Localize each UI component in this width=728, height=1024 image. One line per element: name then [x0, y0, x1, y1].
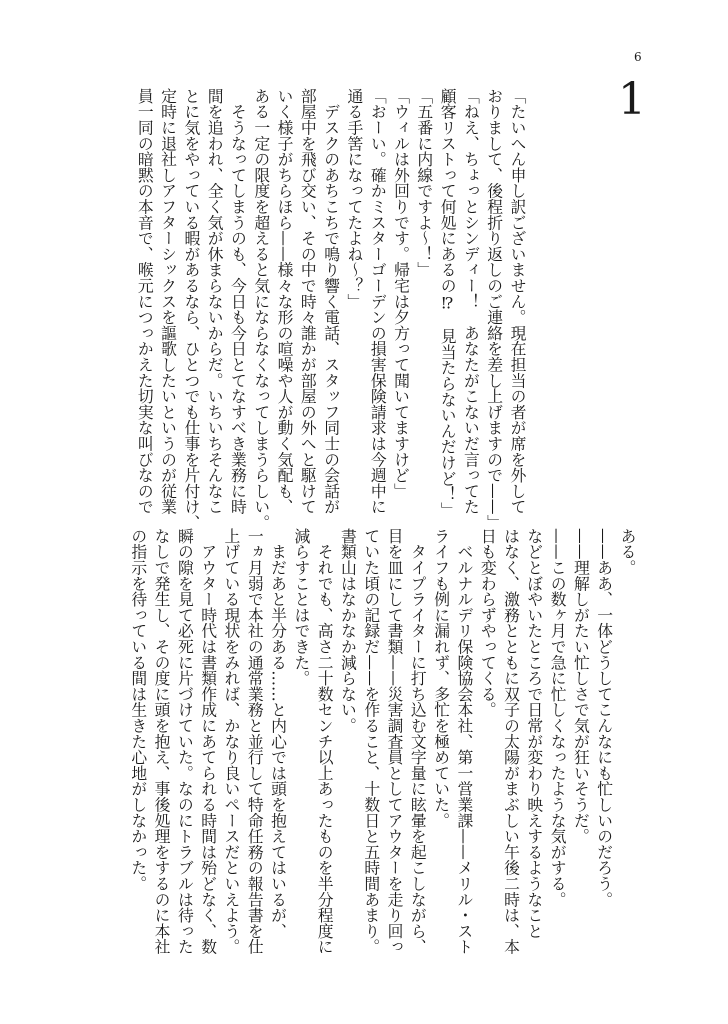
text-block-upper	[133, 88, 529, 531]
text-line: それでも、高さ二十数センチ以上あったものを半分程度に	[315, 528, 335, 955]
text-line: ——ああ、一体どうしてこんなにも忙しいのだろう。	[594, 528, 614, 908]
text-line: なしで発生し、その度に頭を抱え、事後処理をするのに本社	[152, 528, 172, 955]
text-line: ある一定の限度を超えると気にならなくなってしまうらしい。	[251, 88, 271, 531]
text-line: の指示を待っている間は生きた心地がしなかった。	[128, 528, 148, 892]
text-line: 定時に退社しアフターシックスを謳歌したいというのが従業	[158, 88, 178, 515]
text-line: 「おーい。確かミスターゴーデンの損害保険請求は今週中に	[368, 88, 388, 515]
text-line: 「ねえ、ちょっとシンディー！ あなたがこないだ言ってた	[461, 88, 481, 515]
text-line: 一ヵ月弱で本社の通常業務と並行して特命任務の報告書を仕	[245, 528, 265, 955]
text-line: 「五番に内線ですよ〜！」	[414, 88, 434, 278]
text-line: いく様子がちらほら——様々な形の喧噪や人が動く気配も、	[275, 88, 295, 515]
text-line: タイプライターに打ち込む文字量に眩暈を起こしながら、	[408, 528, 428, 955]
text-line: ベルナルデリ保険協会本社、第一営業課——メリル・スト	[454, 528, 474, 955]
text-line: 減らすことはできた。	[291, 528, 311, 686]
text-line: 日も変わらずやってくる。	[478, 528, 498, 718]
text-line: ——理解しがたい忙しさで気が狂いそうだ。	[571, 528, 591, 844]
text-line: そうなってしまうのも、今日も今日とてなすべき業務に時	[228, 88, 248, 515]
text-line: ある。	[618, 528, 637, 576]
text-line: などとぼやいたところで日常が変わり映えするようなこと	[524, 528, 544, 939]
text-line: はなく、激務とともに双子の太陽がまぶしい午後二時は、本	[501, 528, 521, 955]
chapter-number: 1	[618, 74, 646, 125]
text-line: 間を追われ、全く気が休まらないからだ。いちいちそんなこ	[205, 88, 225, 515]
text-line: ライフも例に漏れず、多忙を極めていた。	[431, 528, 451, 829]
text-line: ——この数ヶ月で急に忙しくなったような気がする。	[548, 528, 568, 908]
text-line: 通る手筈になってたよね〜？」	[344, 88, 364, 310]
text-line: 部屋中を飛び交い、その中で時々誰かが部屋の外へと駆けて	[298, 88, 318, 515]
text-line: 顧客リストって何処にあるの⁉ 見当たらないんだけど！」	[438, 88, 458, 518]
text-line: 書類山はなかなか減らない。	[338, 528, 358, 734]
text-line: おりまして、後程折り返しのご連絡を差し上げますので——」	[484, 88, 504, 531]
text-line: デスクのあちこちで鳴り響く電話、スタッフ同士の会話が	[321, 88, 341, 515]
text-line: まだあと半分ある……と内心では頭を抱えてはいるが、	[268, 528, 288, 939]
text-line: 「たいへん申し訳ございません。現在担当の者が席を外して	[508, 88, 527, 515]
text-line: 「ウィルは外回りです。帰宅は夕方って聞いてますけど」	[391, 88, 411, 499]
text-line: 瞬の隙を見て必死に片づけていた。なのにトラブルは待った	[175, 528, 195, 955]
text-line: 員一同の暗黙の本音で、喉元につっかえた切実な叫びなので	[135, 88, 155, 515]
text-line: アウター時代は書類作成にあてられる時間は殆どなく、数	[198, 528, 218, 955]
text-block-lower	[126, 528, 639, 955]
text-line: とに気をやっている暇があるなら、ひとつでも仕事を片付け、	[181, 88, 201, 531]
page-number: 6	[634, 50, 642, 64]
text-line: 上げている現状をみれば、かなり良いペースだといえよう。	[221, 528, 241, 955]
text-line: ていた頃の記録だ——を作ること、十数日と五時間あまり。	[361, 528, 381, 955]
text-line: 目を皿にして書類——災害調査員としてアウターを走り回っ	[385, 528, 405, 955]
